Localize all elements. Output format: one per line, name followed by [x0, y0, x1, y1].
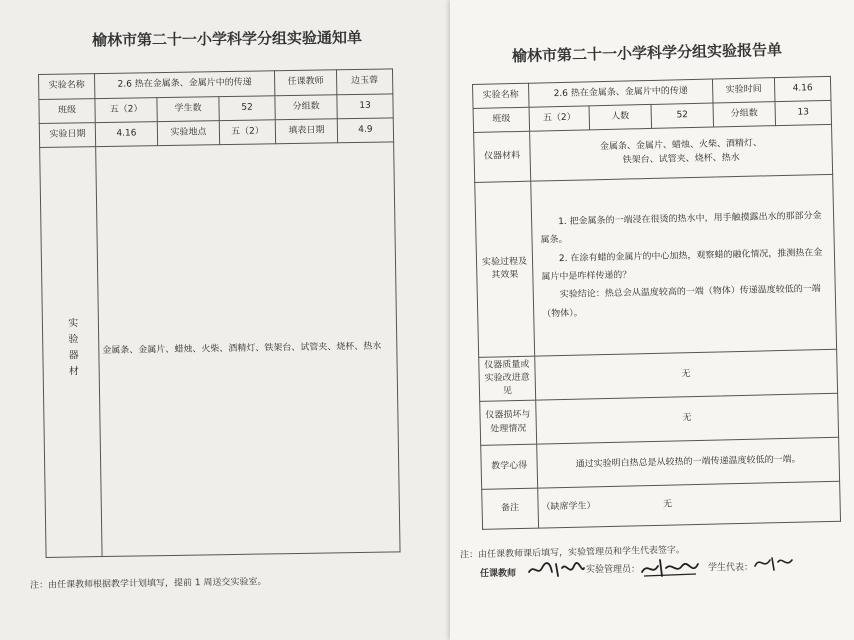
- notification-note: 注：由任课教师根据教学计划填写，提前 1 周送交实验室。: [29, 577, 267, 591]
- instruments-line-1: 金属条、金属片、蜡烛、火柴、酒精灯、: [599, 138, 763, 153]
- value-remarks-absent: （缺席学生）: [538, 485, 661, 528]
- value-class: 五（2）: [529, 106, 590, 131]
- label-fill-date: 填表日期: [275, 119, 337, 144]
- admin-signature: [638, 556, 702, 580]
- value-people: 52: [651, 103, 714, 128]
- value-groups: 13: [337, 94, 393, 119]
- value-students: 52: [219, 96, 275, 121]
- label-instruments: 仪器材料: [474, 131, 531, 182]
- value-damage: 无: [536, 393, 839, 444]
- report-note: 注：由任课教师课后填写，实验管理员和学生代表签字。: [459, 545, 686, 561]
- value-fill-date: 4.9: [337, 118, 393, 143]
- label-class: 班级: [39, 99, 95, 124]
- label-experiment-time: 实验时间: [712, 78, 775, 103]
- process-step-1: 1. 把金属条的一端浸在很烫的热水中，用手触摸露出水的那部分金属条。: [540, 210, 822, 246]
- value-process: [531, 174, 837, 356]
- notification-title: 榆林市第二十一小学科学分组实验通知单: [91, 28, 363, 50]
- signature-teacher-label: 任课教师: [480, 569, 517, 579]
- instruments-line-2: 铁架台、试管夹、烧杯、热水: [622, 152, 740, 166]
- value-groups: 13: [775, 100, 832, 125]
- teacher-signature: [526, 558, 586, 580]
- student-signature: [752, 552, 796, 574]
- label-location: 实验地点: [157, 121, 219, 146]
- label-damage: 仪器损坏与处理情况: [480, 400, 537, 445]
- report-sheet: [450, 0, 854, 640]
- value-date: 4.16: [95, 122, 157, 147]
- label-quality: 仪器质量或实验改进意见: [479, 356, 536, 401]
- value-equipment: 金属条、金属片、蜡烛、火柴、酒精灯、铁架台、试管夹、烧杯、热水: [96, 142, 400, 557]
- signature-admin-label: 实验管理员：: [586, 565, 641, 575]
- label-process: 实验过程及其效果: [475, 181, 535, 357]
- value-class: 五（2）: [95, 98, 157, 123]
- label-equipment-text: 实验器材: [65, 317, 78, 382]
- value-location: 五（2）: [219, 120, 275, 145]
- signature-student-label: 学生代表：: [708, 563, 754, 573]
- value-insight: 通过实验明白热总是从较热的一端传递温度较低的一端。: [537, 437, 840, 488]
- value-quality: 无: [535, 349, 838, 400]
- value-experiment-name: 2.6 热在金属条、金属片中的传递: [95, 71, 275, 99]
- label-experiment-name: 实验名称: [39, 74, 95, 100]
- label-teacher: 任课教师: [274, 70, 336, 96]
- label-groups: 分组数: [275, 95, 337, 120]
- process-conclusion: 实验结论：热总会从温度较高的一端（物体）传递温度较低的一端（物体）。: [542, 284, 821, 320]
- report-title: 榆林市第二十一小学科学分组实验报告单: [511, 40, 783, 66]
- label-class: 班级: [473, 107, 530, 132]
- value-teacher: 边玉蓉: [336, 69, 392, 95]
- label-students: 学生数: [157, 97, 219, 122]
- value-experiment-name: 2.6 热在金属条、金属片中的传递: [528, 79, 712, 107]
- report-table: [472, 76, 841, 530]
- label-insight: 教学心得: [481, 444, 538, 489]
- notification-table: [38, 68, 401, 558]
- value-instruments: [530, 124, 833, 181]
- value-remarks: 无: [660, 481, 841, 525]
- label-people: 人数: [589, 104, 652, 129]
- label-date: 实验日期: [39, 123, 95, 148]
- label-remarks: 备注: [482, 488, 539, 529]
- label-groups: 分组数: [713, 102, 776, 127]
- label-experiment-name: 实验名称: [473, 83, 530, 108]
- value-experiment-time: 4.16: [774, 76, 831, 101]
- process-step-2: 2. 在涂有蜡的金属片的中心加热，观察蜡的融化情况，推测热在金属片中是咋样传递的？: [541, 247, 823, 283]
- label-equipment: [40, 147, 102, 558]
